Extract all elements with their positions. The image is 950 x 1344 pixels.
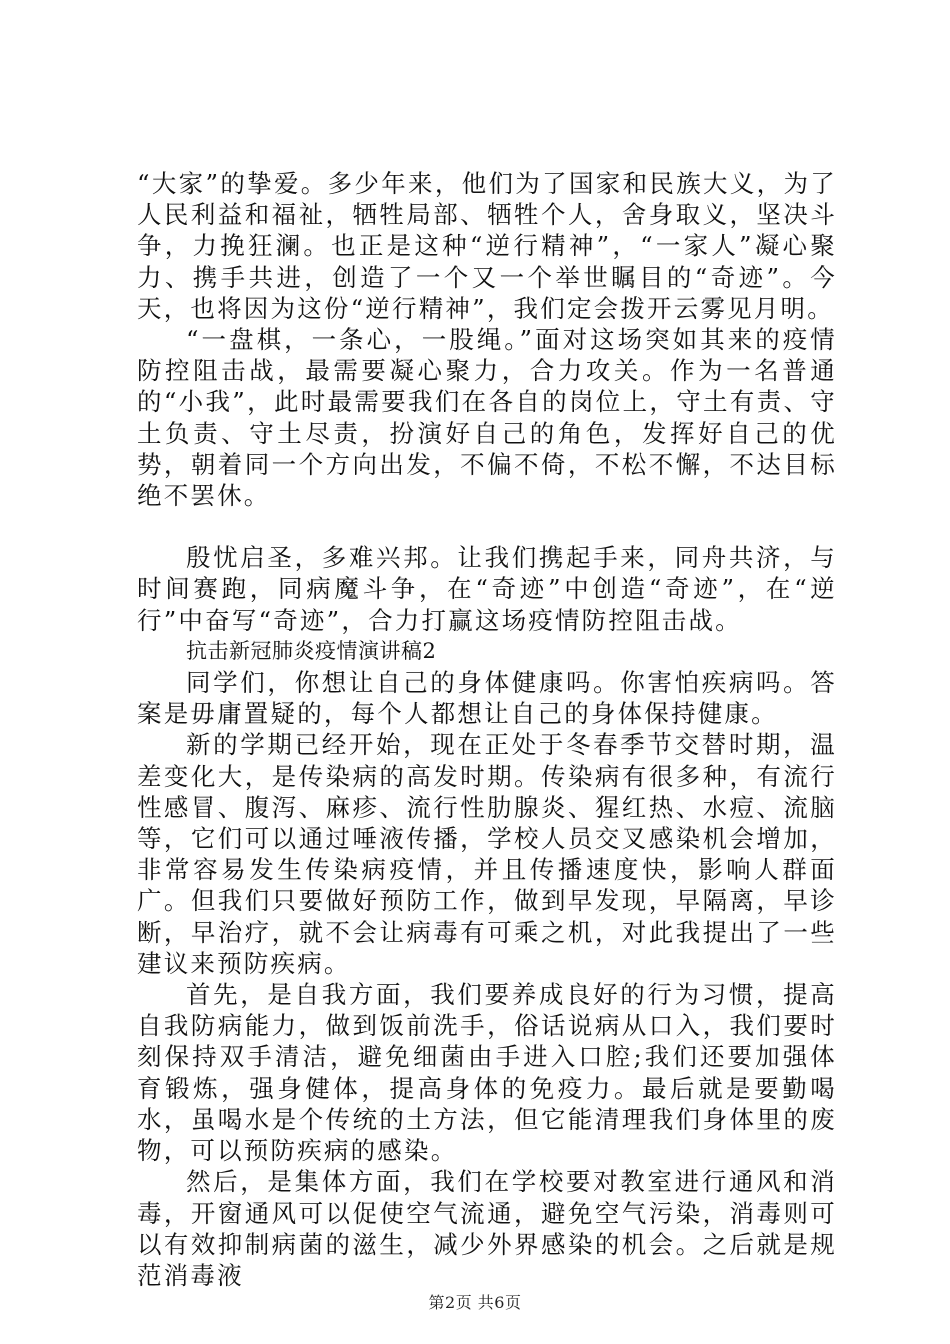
paragraph-gap [137,511,837,542]
section-heading: 抗击新冠肺炎疫情演讲稿2 [186,638,437,663]
paragraph-closing: 殷忧启圣，多难兴邦。让我们携起手来，同舟共济，与时间赛跑，同病魔斗争，在“奇迹”中创造“奇迹”，在“逆行”中奋写“奇迹”，合力打赢这场疫情防控阻击战。 [137,543,837,635]
paragraph-new-term: 新的学期已经开始，现在正处于冬春季节交替时期，温差变化大，是传染病的高发时期。传染病有很多种，有流行性感冒、腹泻、麻疹、流行性肋腺炎、猩红热、水痘、流脑等，它们可以通过唾液传播，学校人员交叉感染机会增加，非常容易发生传染病疫情，并且传播速度快，影响人群面广。但我们只要做好预防工作，做到早发现，早隔离，早诊断，早治疗，就不会让病毒有可乘之机，对此我提出了一些建议来预防疾病。 [137,730,837,978]
document-body [137,168,837,1291]
paragraph-continuation: “大家”的挚爱。多少年来，他们为了国家和民族大义，为了人民利益和福祉，牺牲局部、牺牲个人，舍身取义，坚决斗争，力挽狂澜。也正是这种“逆行精神”，“一家人”凝心聚力、携手共进，创造了一个又一个举世瞩目的“奇迹”。今天，也将因为这份“逆行精神”，我们定会拨开云雾见月明。 [137,169,837,323]
paragraph-collective: 然后，是集体方面，我们在学校要对教室进行通风和消毒，开窗通风可以促使空气流通，避免空气污染，消毒则可以有效抑制病菌的滋生，减少外界感染的机会。之后就是规范消毒液 [137,1167,837,1290]
paragraph-one-mind: “一盘棋，一条心，一股绳。”面对这场突如其来的疫情防控阻击战，最需要凝心聚力，合力攻关。作为一名普通的“小我”，此时最需要我们在各自的岗位上，守土有责、守土负责、守土尽责，扮演好自己的角色，发挥好自己的优势，朝着同一个方向出发，不偏不倚，不松不懈，不达目标绝不罢休。 [137,325,837,511]
paragraph-intro: 同学们，你想让自己的身体健康吗。你害怕疾病吗。答案是毋庸置疑的，每个人都想让自己的身体保持健康。 [137,668,837,729]
page-footer: 第2页 共6页 [428,1293,522,1312]
paragraph-personal: 首先，是自我方面，我们要养成良好的行为习惯，提高自我防病能力，做到饭前洗手，俗话说病从口入，我们要时刻保持双手清洁，避免细菌由手进入口腔;我们还要加强体育锻炼，强身健体，提高身体的免疫力。最后就是要勤喝水，虽喝水是个传统的土方法，但它能清理我们身体里的废物，可以预防疾病的感染。 [137,980,837,1166]
